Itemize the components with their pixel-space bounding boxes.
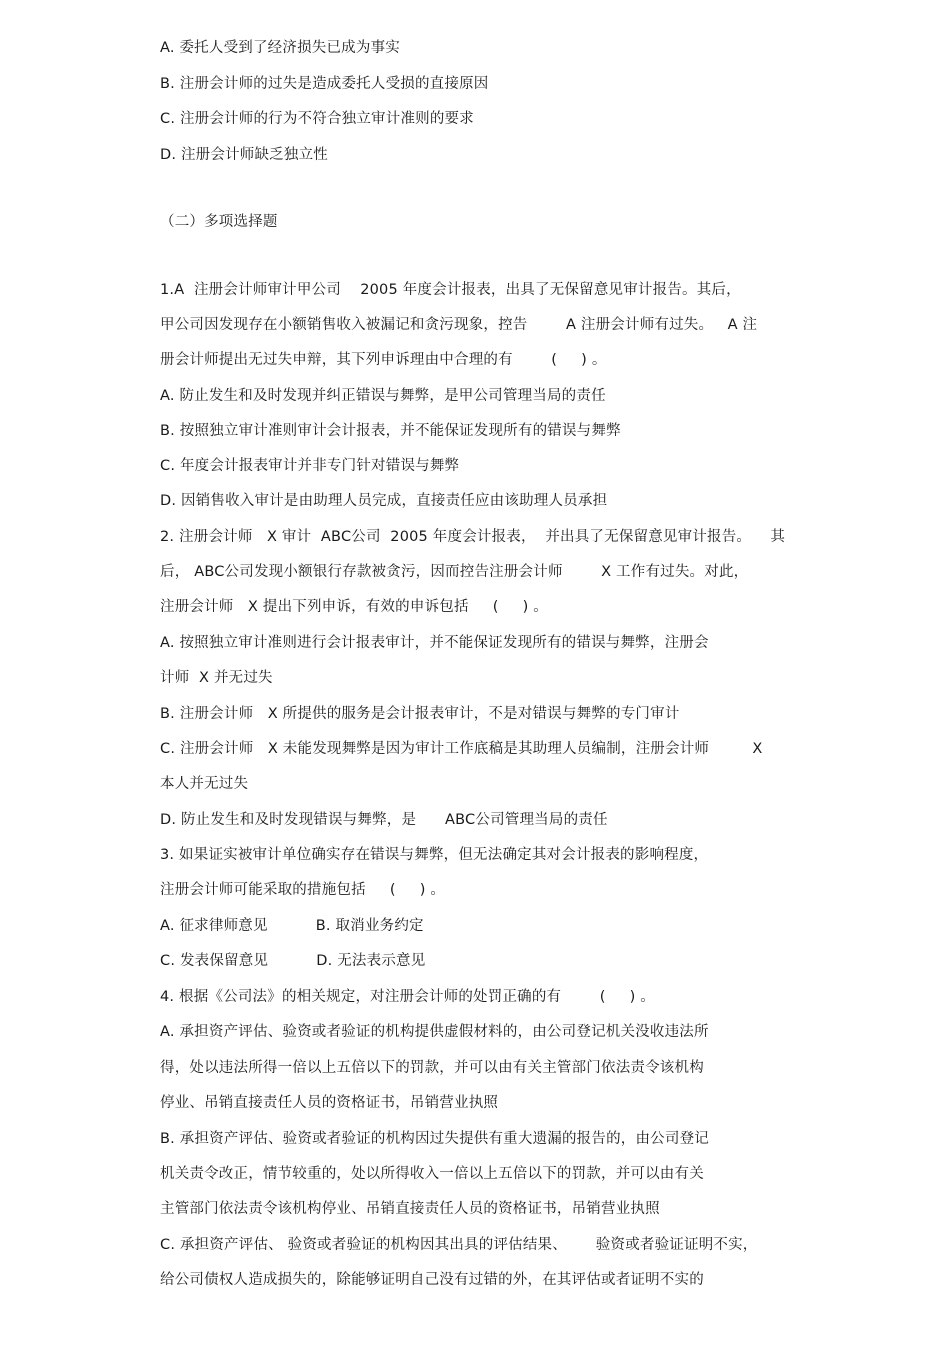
question-2-option-c-line-2: 本人并无过失 [160, 776, 249, 792]
question-2-line-3: 注册会计师 X 提出下列申诉，有效的申诉包括 ( ) 。 [160, 599, 548, 615]
option-d: D. 注册会计师缺乏独立性 [160, 147, 328, 163]
question-3-options-cd: C. 发表保留意见 D. 无法表示意见 [160, 953, 426, 969]
question-2-option-a-line-2: 计师 X 并无过失 [160, 670, 273, 686]
question-3-options-ab: A. 征求律师意见 B. 取消业务约定 [160, 918, 424, 934]
option-c: C. 注册会计师的行为不符合独立审计准则的要求 [160, 111, 474, 127]
option-a: A. 委托人受到了经济损失已成为事实 [160, 40, 400, 56]
question-1-line-1: 1.A 注册会计师审计甲公司 2005 年度会计报表，出具了无保留意见审计报告。其后， [160, 282, 741, 298]
question-2-option-d: D. 防止发生和及时发现错误与舞弊，是 ABC公司管理当局的责任 [160, 812, 608, 828]
question-4-option-a-line-3: 停业、吊销直接责任人员的资格证书，吊销营业执照 [160, 1095, 499, 1111]
section-heading: （二）多项选择题 [160, 214, 278, 230]
question-2-line-2: 后， ABC公司发现小额银行存款被贪污，因而控告注册会计师 X 工作有过失。对此， [160, 564, 749, 580]
question-2-line-1: 2. 注册会计师 X 审计 ABC公司 2005 年度会计报表， 并出具了无保留意见审计报告。 其 [160, 529, 786, 545]
question-2-option-a-line-1: A. 按照独立审计准则进行会计报表审计，并不能保证发现所有的错误与舞弊，注册会 [160, 635, 709, 651]
question-4-option-b-line-2: 机关责令改正，情节较重的，处以所得收入一倍以上五倍以下的罚款，并可以由有关 [160, 1166, 704, 1182]
question-2-option-b: B. 注册会计师 X 所提供的服务是会计报表审计，不是对错误与舞弊的专门审计 [160, 706, 680, 722]
question-4-option-c-line-1: C. 承担资产评估、 验资或者验证的机构因其出具的评估结果、 验资或者验证证明不实， [160, 1237, 758, 1253]
question-1-option-c: C. 年度会计报表审计并非专门针对错误与舞弊 [160, 458, 460, 474]
question-1-option-d: D. 因销售收入审计是由助理人员完成，直接责任应由该助理人员承担 [160, 493, 608, 509]
question-4-option-a-line-2: 得，处以违法所得一倍以上五倍以下的罚款，并可以由有关主管部门依法责令该机构 [160, 1060, 704, 1076]
question-4-option-a-line-1: A. 承担资产评估、验资或者验证的机构提供虚假材料的，由公司登记机关没收违法所 [160, 1024, 709, 1040]
question-1-option-a: A. 防止发生和及时发现并纠正错误与舞弊，是甲公司管理当局的责任 [160, 388, 606, 404]
question-3-line-2: 注册会计师可能采取的措施包括 ( ) 。 [160, 882, 446, 898]
question-1-option-b: B. 按照独立审计准则审计会计报表，并不能保证发现所有的错误与舞弊 [160, 423, 621, 439]
question-4-option-b-line-3: 主管部门依法责令该机构停业、吊销直接责任人员的资格证书，吊销营业执照 [160, 1201, 660, 1217]
question-3-line-1: 3. 如果证实被审计单位确实存在错误与舞弊，但无法确定其对会计报表的影响程度， [160, 847, 709, 863]
question-4-option-b-line-1: B. 承担资产评估、验资或者验证的机构因过失提供有重大遗漏的报告的，由公司登记 [160, 1131, 709, 1147]
question-2-option-c-line-1: C. 注册会计师 X 未能发现舞弊是因为审计工作底稿是其助理人员编制，注册会计师 X [160, 741, 763, 757]
question-4-option-c-line-2: 给公司债权人造成损失的，除能够证明自己没有过错的外，在其评估或者证明不实的 [160, 1272, 704, 1288]
option-b: B. 注册会计师的过失是造成委托人受损的直接原因 [160, 76, 489, 92]
question-1-line-3: 册会计师提出无过失申辩，其下列申诉理由中合理的有 ( ) 。 [160, 352, 607, 368]
question-4-line-1: 4. 根据《公司法》的相关规定，对注册会计师的处罚正确的有 ( ) 。 [160, 989, 655, 1005]
question-1-line-2: 甲公司因发现存在小额销售收入被漏记和贪污现象，控告 A 注册会计师有过失。 A 注 [160, 317, 758, 333]
